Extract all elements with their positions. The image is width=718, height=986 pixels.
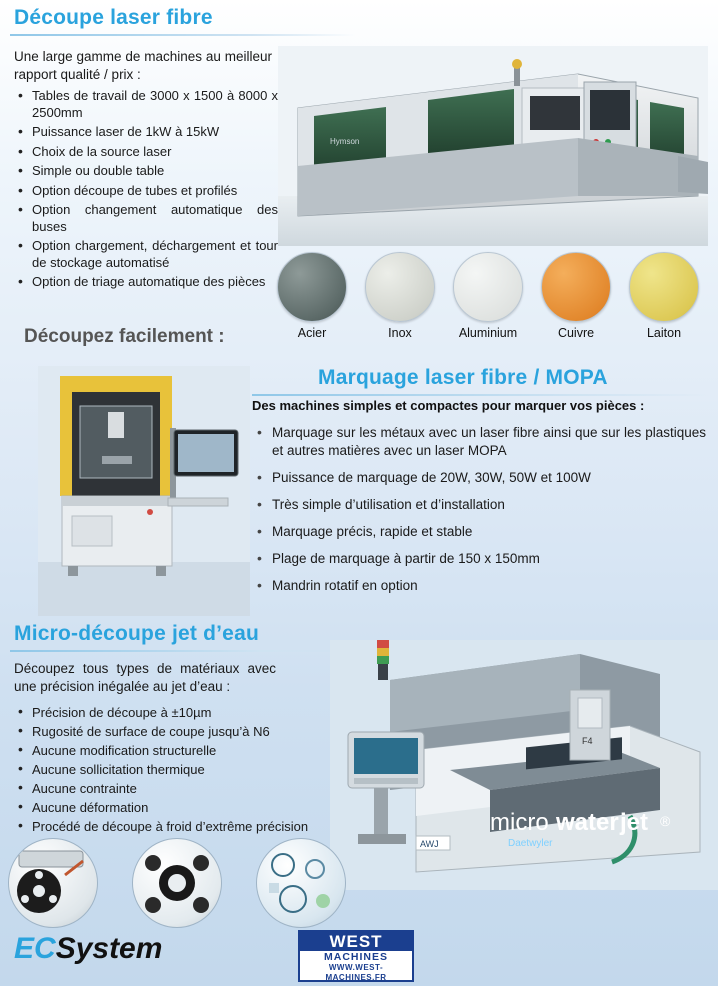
waterjet-feature-list (16, 704, 356, 837)
laser-marking-machine-photo (38, 366, 250, 616)
material-label: Cuivre (557, 326, 595, 340)
material-label: Laiton (646, 326, 682, 340)
material-color-disc (541, 252, 611, 322)
list-item: • Simple ou double table (16, 163, 278, 180)
machine-brand-daetwyler: Daetwyler (508, 838, 553, 849)
sample-parts-illustration (257, 839, 345, 927)
material-color-disc (277, 252, 347, 322)
list-item: • Aucune sollicitation thermique (16, 761, 356, 778)
sample-disc (8, 838, 98, 928)
material-color-disc (629, 252, 699, 322)
machine-brand-label: Hymson (330, 137, 360, 146)
list-item: • Procédé de découpe à froid d’extrême précision (16, 818, 356, 835)
list-item: • Marquage sur les métaux avec un laser fibre ainsi que sur les plastiques et autres matières avec un laser MOPA (254, 424, 706, 460)
list-item: • Option chargement, déchargement et tour de stockage automatisé (16, 238, 278, 271)
material-swatch (448, 252, 528, 340)
panel-label: F4 (582, 736, 593, 746)
list-item: • Aucune modification structurelle (16, 742, 356, 759)
laser-subtitle: Découpez facilement : (24, 326, 225, 347)
list-item: • Option découpe de tubes et profilés (16, 183, 278, 200)
sample-parts-row (8, 838, 358, 930)
fiber-laser-machine-photo (278, 46, 708, 246)
list-item: • Aucune contrainte (16, 780, 356, 797)
list-item: • Marquage précis, rapide et stable (254, 523, 706, 541)
material-swatch (360, 252, 440, 340)
divider-marquage (252, 394, 708, 396)
section-title-waterjet: Micro-découpe jet d’eau (14, 622, 259, 645)
machine-brand-water: water (556, 809, 619, 836)
list-item: • Option de triage automatique des pièces (16, 274, 278, 291)
sample-disc (256, 838, 346, 928)
material-color-disc (365, 252, 435, 322)
list-item: • Option changement automatique des buses (16, 202, 278, 235)
list-item: • Précision de découpe à ±10µm (16, 704, 356, 721)
laser-intro-text: Une large gamme de machines au meilleur rapport qualité / prix : (14, 49, 272, 82)
logo-part-1: EC (14, 932, 56, 965)
list-item: • Aucune déformation (16, 799, 356, 816)
waterjet-machine-photo (330, 640, 718, 890)
list-item: • Très simple d’utilisation et d’installation (254, 496, 706, 514)
material-color-disc (453, 252, 523, 322)
list-item: • Puissance de marquage de 20W, 30W, 50W et 100W (254, 469, 706, 487)
side-label: AWJ (420, 839, 439, 849)
list-item: • Tables de travail de 3000 x 1500 à 8000 x 2500mm (16, 88, 278, 121)
marquage-intro-text: Des machines simples et compactes pour marquer vos pièces : (252, 398, 645, 413)
list-item: • Plage de marquage à partir de 150 x 150mm (254, 550, 706, 568)
list-item: • Rugosité de surface de coupe jusqu’à N6 (16, 723, 356, 740)
list-item: • Puissance laser de 1kW à 15kW (16, 124, 278, 141)
west-machines-logo (298, 930, 414, 982)
west-logo-line1: WEST (300, 932, 412, 951)
machine-brand-micro: micro (490, 809, 549, 836)
machine-brand-jet: jet (620, 809, 649, 836)
west-logo-line3: WWW.WEST-MACHINES.FR (325, 963, 387, 982)
material-label: Acier (297, 326, 327, 340)
material-swatch (624, 252, 704, 340)
machine-brand-registered: ® (660, 813, 671, 829)
material-label: Aluminium (458, 326, 518, 340)
sample-disc (132, 838, 222, 928)
section-title-marquage: Marquage laser fibre / MOPA (318, 366, 608, 389)
laser-feature-list (16, 88, 278, 294)
list-item: • Choix de la source laser (16, 144, 278, 161)
company-logo (14, 932, 162, 966)
material-swatch-row (272, 252, 708, 348)
divider-waterjet (10, 650, 368, 652)
waterjet-intro-text: Découpez tous types de matériaux avec une précision inégalée au jet d’eau : (14, 661, 276, 694)
sample-parts-illustration (133, 839, 221, 927)
west-logo-line2: MACHINES (323, 951, 388, 963)
section-title-laser: Découpe laser fibre (14, 6, 213, 29)
material-swatch (272, 252, 352, 340)
material-swatch (536, 252, 616, 340)
divider-laser (10, 34, 355, 36)
list-item: • Mandrin rotatif en option (254, 577, 706, 595)
logo-part-2: System (55, 932, 163, 965)
marquage-feature-list (254, 424, 706, 604)
material-label: Inox (388, 326, 412, 340)
sample-parts-illustration (9, 839, 97, 927)
